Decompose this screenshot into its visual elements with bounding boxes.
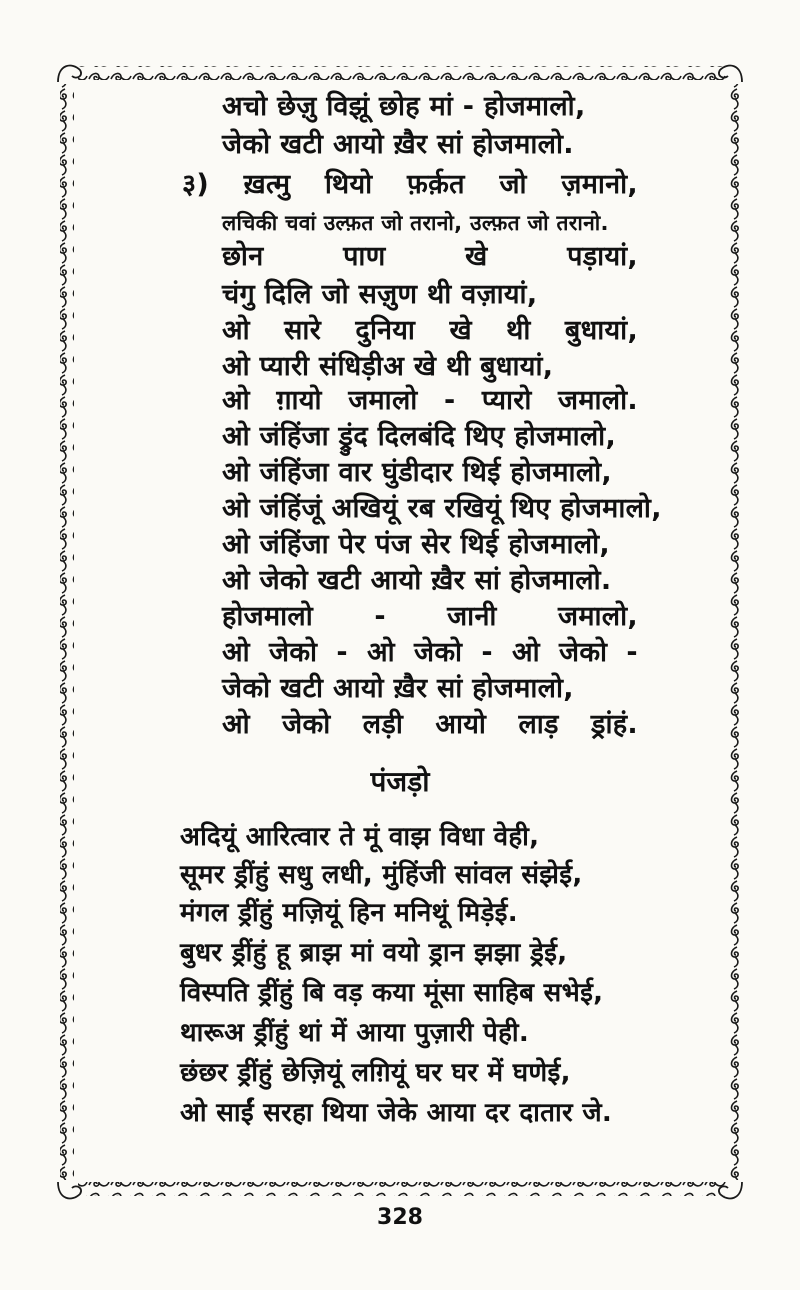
verse-word: ओ (367, 637, 395, 668)
verse-line: चंगु दिलि जो सज़ुण थी वज़ायां, (222, 279, 538, 310)
verse-word: जो (499, 169, 527, 200)
verse-word: होजमालो (222, 601, 314, 632)
verse-line: ओ जंहिंजा वार घुंडीदार थिई होजमालो, (222, 457, 612, 488)
verse-line: ओ जंहिंजूं अखियूं रब रखियूं थिए होजमालो, (222, 493, 662, 524)
verse-word: ग़ायो (276, 385, 322, 416)
verse-word: ज़मानो, (561, 169, 638, 200)
section-heading: पंजड़ो (370, 765, 430, 798)
verse-line: अचो छेज़ु विझूं छोह मां - होजमालो, (222, 91, 586, 122)
verse-word: जमालो (348, 385, 418, 416)
verse-word: खे (449, 315, 472, 346)
verse-line: सूमर ड्रींहुं सधु लधी, मुंहिंजी सांवल संझेई, (180, 860, 583, 890)
verse-word: ओ (222, 385, 250, 416)
verse-line: लचिकी चवां उल्फ़त जो तरानो, उल्फ़त जो तरानो. (222, 211, 609, 235)
verse-word: जानी (447, 601, 497, 632)
verse-line-stanza-3 (182, 168, 638, 202)
verse-line: जेको खटी आयो ख़ैर सां होजमालो. (222, 129, 574, 160)
verse-word: लाड़ (518, 709, 559, 740)
verse-word: पड़ायां, (567, 241, 638, 272)
verse-line: जेको खटी आयो ख़ैर सां होजमालो, (222, 673, 574, 704)
verse-word: थी (506, 315, 531, 346)
verse-word: सारे (284, 315, 322, 346)
verse-line: विस्पति ड्रींहुं बि वड़ कया मूंसा साहिब सभेई, (180, 978, 604, 1008)
verse-line: मंगल ड्रींहुं मज़ियूं हिन मनिथूं मिड़ेई. (180, 898, 518, 928)
verse-word: जेको (268, 637, 318, 668)
verse-word: खे (465, 241, 488, 272)
verse-word: - (481, 637, 493, 668)
verse-line (222, 600, 638, 634)
verse-word: ड्रांहं. (591, 709, 638, 740)
verse-word: - (374, 601, 386, 632)
verse-word: जेको (282, 709, 331, 740)
stanza-number: ३) (182, 169, 209, 200)
verse-line: ओ जेको खटी आयो ख़ैर सां होजमालो. (222, 565, 612, 596)
verse-word: आयो (435, 709, 487, 740)
verse-word: बुधायां, (564, 315, 638, 346)
verse-word: ओ (222, 709, 250, 740)
verse-word: फ़र्क़त (407, 169, 465, 200)
verse-word: ख़त्मु (243, 169, 291, 200)
verse-line: ओ जंहिंजा पेर पंज सेर थिई होजमालो, (222, 529, 610, 560)
verse-word: ओ (222, 315, 250, 346)
verse-word: जमालो, (558, 601, 638, 632)
verse-word: ओ (512, 637, 540, 668)
verse-line: थारूअ ड्रींहुं थां में आया पुज़ारी पेही. (180, 1018, 530, 1048)
verse-line: अदियूं आरित्वार ते मूं वाझ विधा वेही, (180, 822, 540, 852)
verse-line (222, 708, 638, 742)
verse-line (222, 314, 638, 348)
verse-line: ओ जंहिंजा ड्रुंद दिलबंदि थिए होजमालो, (222, 421, 617, 452)
verse-line (222, 384, 638, 418)
verse-line: ओ साईं सरहा थिया जेके आया दर दातार जे. (180, 1098, 613, 1128)
verse-line: छंछर ड्रींहुं छेज़ियूं लग़ियूं घर घर में घणेई, (180, 1058, 571, 1088)
verse-line: बुधर ड्रींहुं हू ब्राझ मां वयो ड्रान झझा ड्रेई, (180, 938, 568, 968)
verse-word: छोन (222, 241, 264, 272)
verse-word: - (626, 637, 638, 668)
verse-word: थियो (324, 169, 373, 200)
verse-line (222, 636, 638, 670)
page-number: 328 (377, 1205, 423, 1230)
verse-word: ओ (222, 637, 250, 668)
verse-word: जेको (413, 637, 463, 668)
verse-word: पाण (343, 241, 386, 272)
verse-word: - (443, 385, 456, 416)
verse-word: दुनिया (355, 315, 416, 346)
verse-line: ओ प्यारी संधिड़ीअ खे थी बुधायां, (222, 351, 554, 382)
verse-word: लड़ी (362, 709, 404, 740)
verse-line (222, 240, 638, 274)
verse-word: जेको (558, 637, 608, 668)
verse-word: - (336, 637, 348, 668)
verse-word: प्यारो (481, 385, 532, 416)
verse-word: जमालो. (558, 385, 638, 416)
